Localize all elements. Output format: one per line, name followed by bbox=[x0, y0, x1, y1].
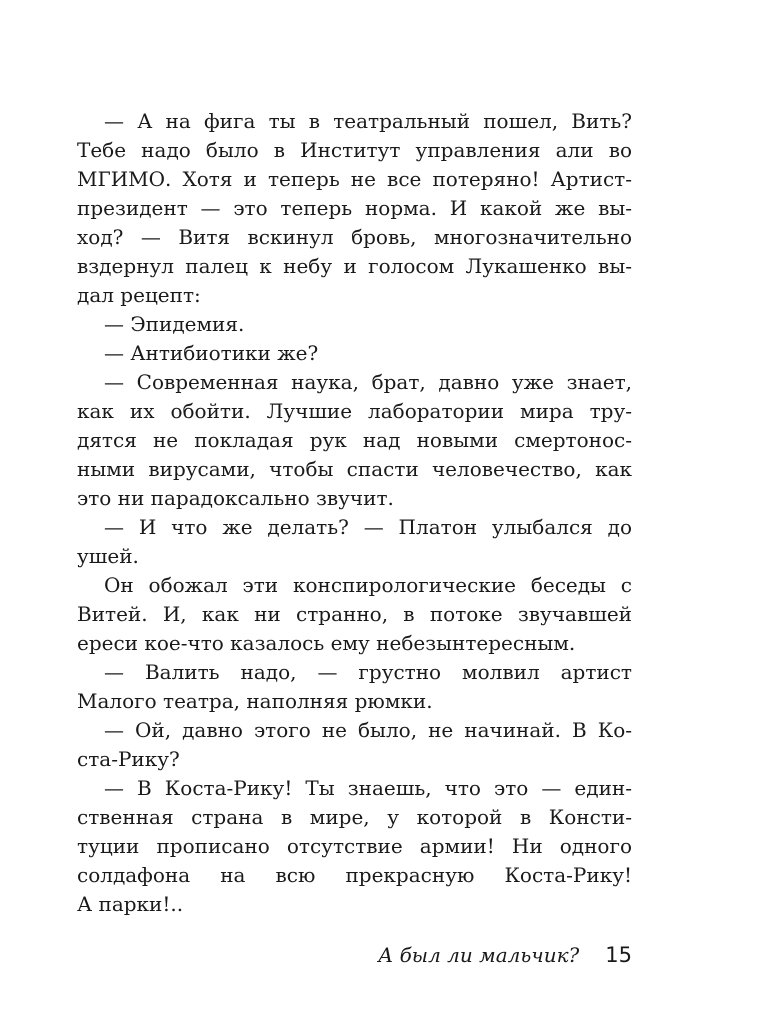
text-line: — Ой, давно этого не было, не начинай. В Ко- bbox=[104, 718, 632, 742]
text-line: — В Коста-Рику! Ты знаешь, что это — един- bbox=[104, 776, 632, 800]
text-line: ста-Рику? bbox=[77, 747, 180, 771]
text-line: солдафона на всю прекрасную Коста-Рику! bbox=[77, 863, 632, 887]
text-line: ход? — Витя вскинул бровь, многозначительно bbox=[77, 225, 632, 249]
text-line: — Современная наука, брат, давно уже знает, bbox=[104, 370, 632, 394]
text-line: дятся не покладая рук над новыми смертонос- bbox=[77, 428, 632, 452]
running-title: А был ли мальчик? bbox=[378, 943, 580, 967]
page-number: 15 bbox=[605, 943, 632, 967]
text-line: Малого театра, наполняя рюмки. bbox=[77, 689, 433, 713]
text-line: Он обожал эти конспирологические беседы с bbox=[104, 573, 632, 597]
text-line: — Эпидемия. bbox=[104, 312, 245, 336]
text-line: А парки!.. bbox=[77, 892, 184, 916]
text-line: — Антибиотики же? bbox=[104, 341, 319, 365]
page-footer bbox=[378, 938, 632, 972]
text-line: ереси кое-что казалось ему небезынтересным. bbox=[77, 631, 576, 655]
text-line: — А на фига ты в театральный пошел, Вить? bbox=[104, 109, 632, 133]
text-line: туции прописано отсутствие армии! Ни одного bbox=[77, 834, 632, 858]
text-line: как их обойти. Лучшие лаборатории мира тру- bbox=[77, 399, 632, 423]
text-line: президент — это теперь норма. И какой же вы- bbox=[77, 196, 632, 220]
text-line: Тебе надо было в Институт управления али во bbox=[77, 138, 632, 162]
text-line: дал рецепт: bbox=[77, 283, 201, 307]
text-line: вздернул палец к небу и голосом Лукашенко вы- bbox=[77, 254, 632, 278]
book-page-text bbox=[77, 107, 632, 919]
text-line: Витей. И, как ни странно, в потоке звучавшей bbox=[77, 602, 632, 626]
text-line: МГИМО. Хотя и теперь не все потеряно! Артист- bbox=[77, 167, 632, 191]
text-line: — Валить надо, — грустно молвил артист bbox=[104, 660, 632, 684]
text-line: — И что же делать? — Платон улыбался до bbox=[104, 515, 632, 539]
text-line: ными вирусами, чтобы спасти человечество, как bbox=[77, 457, 632, 481]
text-line: ственная страна в мире, у которой в Консти- bbox=[77, 805, 632, 829]
text-line: ушей. bbox=[77, 544, 139, 568]
text-line: это ни парадоксально звучит. bbox=[77, 486, 394, 510]
